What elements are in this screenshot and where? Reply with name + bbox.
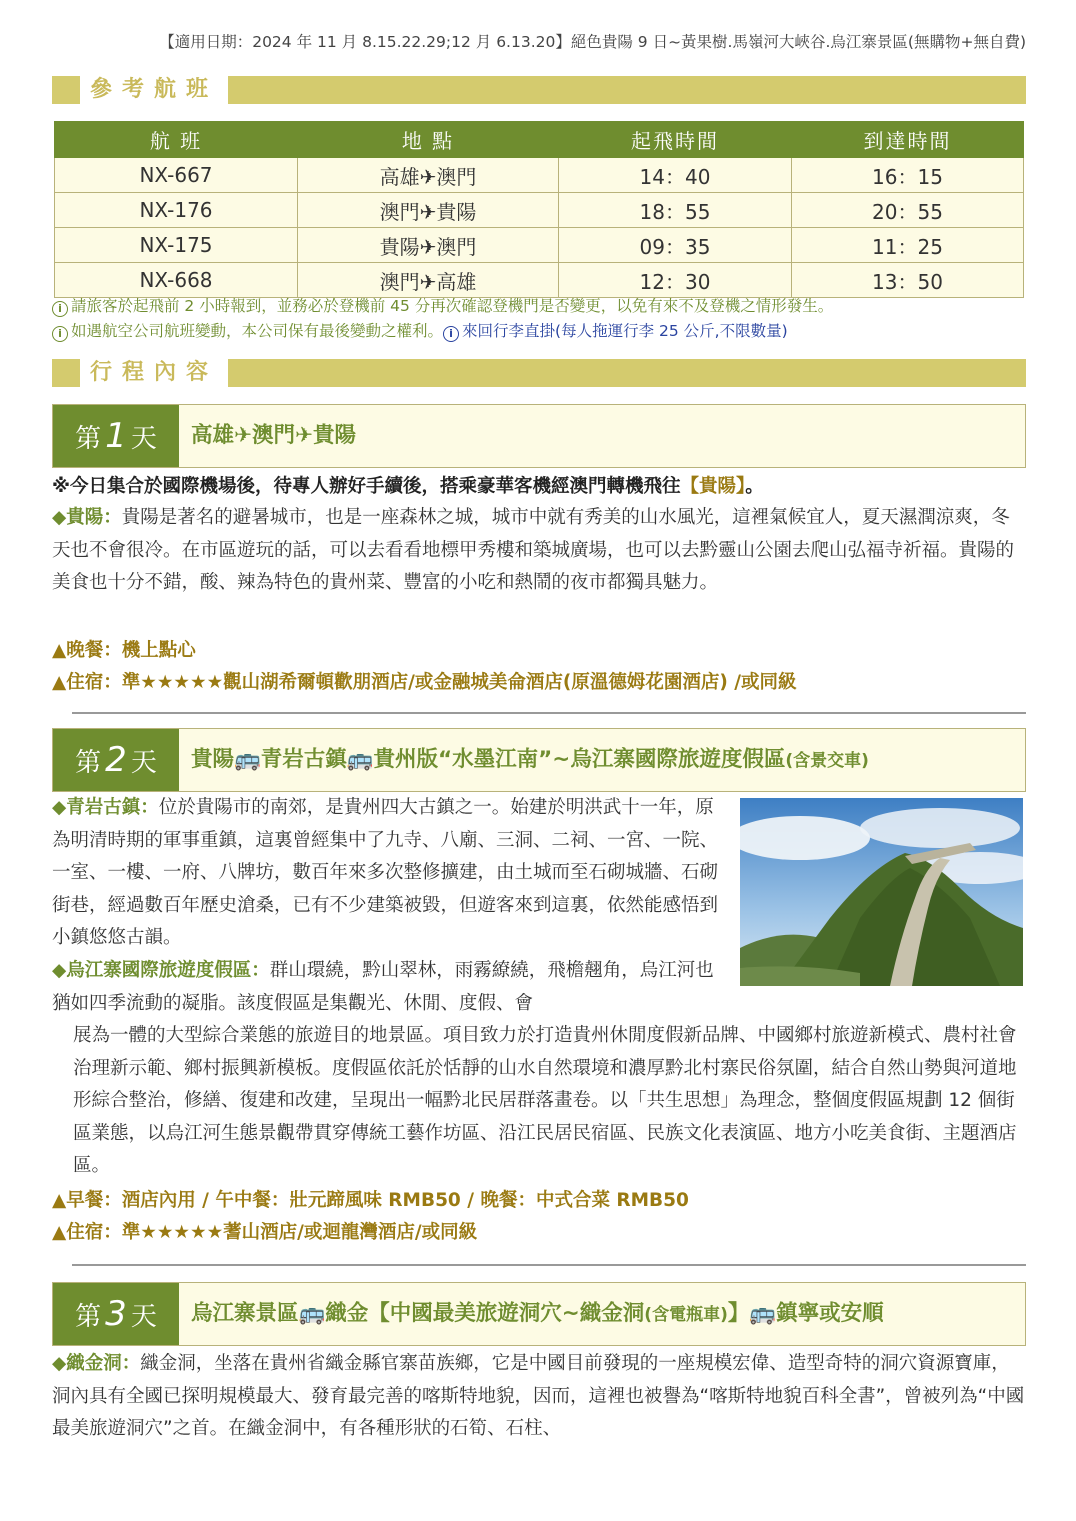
- day-2-header: [52, 728, 1026, 792]
- day-2-title: 貴陽🚌青岩古鎮🚌貴州版“水墨江南”~烏江寨國際旅遊度假區(含景交車): [191, 747, 869, 772]
- note-change: i 如遇航空公司航班變動，本公司保有最後變動之權利。 i 來回行李直掛(每人拖運行李 25 公斤,不限數量): [52, 319, 788, 342]
- table-row: [55, 263, 1024, 298]
- itinerary-section-title: 行程內容: [80, 359, 228, 387]
- col-depart: 起飛時間: [559, 122, 792, 158]
- day-1-title: 高雄✈澳門✈貴陽: [191, 423, 357, 448]
- page-header: 【適用日期：2024 年 11 月 8.15.22.29;12 月 6.13.20】絕色貴陽 9 日~黃果樹.馬嶺河大峽谷.烏江寨景區(無購物+無自費): [159, 33, 1026, 51]
- day-1-tag: 第 1 天: [53, 405, 179, 467]
- day-3-zhijin-desc: ◆織金洞：織金洞，坐落在貴州省織金縣官寨苗族鄉，它是中國目前發現的一座規模宏偉、造型奇特的洞穴資源寶庫，洞內具有全國已探明規模最大、發育最完善的喀斯特地貌，因而，這裡也被譽為“喀斯特地貌百科全書”，曾被列為“中國最美旅遊洞穴”之首。在織金洞中，有各種形狀的石筍、石柱、: [52, 1353, 1025, 1439]
- depart-time: 14：40: [559, 158, 792, 193]
- flights-section-bar: [52, 76, 1026, 104]
- arrive-time: 13：50: [792, 263, 1024, 298]
- flight-no: NX-667: [55, 158, 298, 193]
- arrive-time: 20：55: [792, 193, 1024, 228]
- flight-table-header: [55, 122, 1024, 158]
- itinerary-section-bar: [52, 359, 1026, 387]
- day-3-header: [52, 1282, 1026, 1346]
- col-arrive: 到達時間: [792, 122, 1024, 158]
- day-3-tag: 第 3 天: [53, 1283, 179, 1345]
- day-3-title: 烏江寨景區🚌織金【中國最美旅遊洞穴~織金洞(含電瓶車)】🚌鎮寧或安順: [191, 1301, 884, 1326]
- info-icon: i: [52, 326, 68, 342]
- arrive-time: 11：25: [792, 228, 1024, 263]
- depart-time: 12：30: [559, 263, 792, 298]
- route: 澳門✈貴陽: [298, 193, 559, 228]
- day-2-wujiang-desc-b: 展為一體的大型綜合業態的旅遊目的地景區。項目致力於打造貴州休閒度假新品牌、中國鄉村旅遊新模式、農村社會治理新示範、鄉村振興新模板。度假區依託於恬靜的山水自然環境和濃厚黔北村寨民俗氛圍，結合自然山勢與河道地形綜合整治，修繕、復建和改建，呈現出一幅黔北民居群落畫卷。以「共生思想」為理念，整個度假區規劃 12 個街區業態，以烏江河生態景觀帶貫穿傳統工藝作坊區、沿江民居民宿區、民族文化表演區、地方小吃美食街、主題酒店區。: [73, 1025, 1017, 1176]
- day-1-intro: ※今日集合於國際機場後，待專人辦好手續後，搭乘豪華客機經澳門轉機飛往【貴陽】。: [52, 476, 764, 497]
- day-2-meal: ▲早餐：酒店內用 / 午中餐：壯元蹄風味 RMB50 / 晚餐：中式合菜 RMB50: [52, 1190, 689, 1211]
- day-2-wujiang-desc-a: ◆烏江寨國際旅遊度假區：群山環繞，黔山翠林，雨霧繚繞，飛檐翹角，烏江河也猶如四季流動的凝脂。該度假區是集觀光、休閒、度假、會: [52, 960, 714, 1014]
- day-1-meal: ▲晚餐：機上點心: [52, 640, 196, 661]
- flight-no: NX-175: [55, 228, 298, 263]
- day-1-hotel: ▲住宿：準★★★★★觀山湖希爾頓歡朋酒店/或金融城美侖酒店(原溫德姆花園酒店) /或同級: [52, 672, 797, 693]
- divider: [72, 712, 1026, 714]
- arrive-time: 16：15: [792, 158, 1024, 193]
- day-1-header: [52, 404, 1026, 468]
- day-2-hotel: ▲住宿：準★★★★★蓍山酒店/或迴龍灣酒店/或同級: [52, 1222, 478, 1243]
- route: 高雄✈澳門: [298, 158, 559, 193]
- note-checkin: i 請旅客於起飛前 2 小時報到，並務必於登機前 45 分再次確認登機門是否變更，以免有來不及登機之情形發生。: [52, 294, 833, 317]
- table-row: [55, 228, 1024, 263]
- col-flight: 航 班: [55, 122, 298, 158]
- col-route: 地 點: [298, 122, 559, 158]
- day-1-guiyang-desc: ◆貴陽：貴陽是著名的避暑城市，也是一座森林之城，城市中就有秀美的山水風光，這裡氣候宜人，夏天濕潤涼爽，冬天也不會很冷。在市區遊玩的話，可以去看看地標甲秀樓和築城廣場，也可以去黔靈山公園去爬山弘福寺祈福。貴陽的美食也十分不錯，酸、辣為特色的貴州菜、豐富的小吃和熱鬧的夜市都獨具魅力。: [52, 507, 1015, 593]
- flights-section-title: 參考航班: [80, 76, 228, 104]
- depart-time: 18：55: [559, 193, 792, 228]
- info-icon: i: [52, 301, 68, 317]
- divider: [72, 1264, 1026, 1266]
- flight-table: [54, 121, 1024, 298]
- table-row: [55, 193, 1024, 228]
- great-wall-photo: [740, 798, 1023, 986]
- flight-no: NX-176: [55, 193, 298, 228]
- depart-time: 09：35: [559, 228, 792, 263]
- table-row: [55, 158, 1024, 193]
- route: 貴陽✈澳門: [298, 228, 559, 263]
- day-2-qingyan-desc: ◆青岩古鎮：位於貴陽市的南郊，是貴州四大古鎮之一。始建於明洪武十一年，原為明清時期的軍事重鎮，這裏曾經集中了九寺、八廟、三洞、二祠、一宮、一院、一室、一樓、一府、八牌坊，數百年來多次整修擴建，由土城而至石砌城牆、石砌街巷，經過數百年歷史滄桑，已有不少建築被毀，但遊客來到這裏，依然能感悟到小鎮悠悠古韻。: [52, 797, 719, 948]
- flight-no: NX-668: [55, 263, 298, 298]
- route: 澳門✈高雄: [298, 263, 559, 298]
- day-2-tag: 第 2 天: [53, 729, 179, 791]
- info-icon: i: [443, 326, 459, 342]
